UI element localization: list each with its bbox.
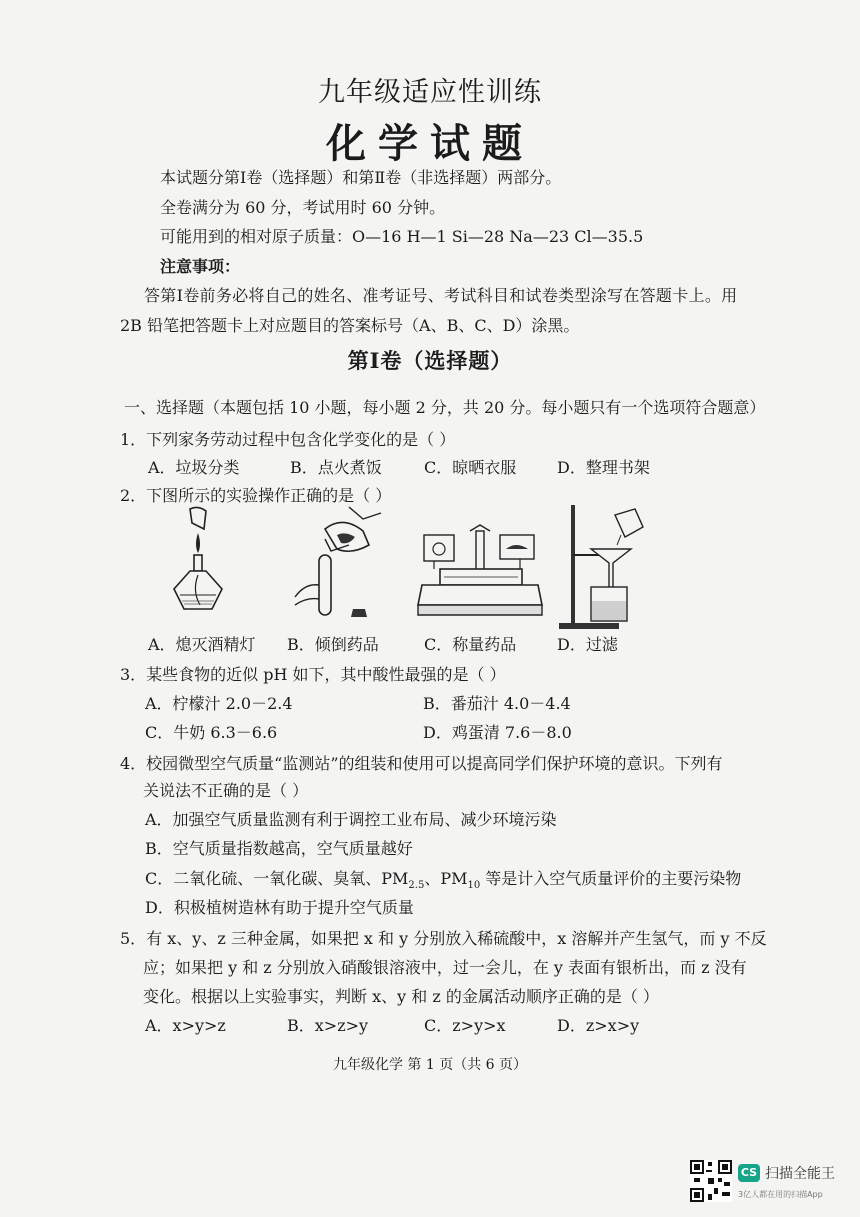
question-2-option-b: B．倾倒药品 — [287, 635, 379, 654]
notice-line-2: 2B 铅笔把答题卡上对应题目的答案标号（A、B、C、D）涂黑。 — [120, 316, 580, 335]
question-4-stem-line-2: 关说法不正确的是（ ） — [143, 781, 309, 800]
question-5-option-c: C．z>y>x — [424, 1016, 506, 1035]
question-4-stem-line-1: 4．校园微型空气质量“监测站”的组装和使用可以提高同学们保护环境的意识。下列有 — [120, 754, 723, 773]
question-4-option-c-mid: 、PM — [424, 869, 468, 888]
question-5-option-b: B．x>z>y — [287, 1016, 369, 1035]
question-2-option-a: A．熄灭酒精灯 — [148, 635, 256, 654]
exam-subject-title: 化学试题 — [326, 120, 534, 167]
camscanner-name: 扫描全能王 — [765, 1166, 835, 1182]
question-4-option-c-tail: 等是计入空气质量评价的主要污染物 — [480, 869, 742, 888]
question-2-stem: 2．下图所示的实验操作正确的是（ ） — [120, 486, 392, 505]
qr-code-icon — [690, 1160, 732, 1202]
question-5-stem-line-1: 5．有 x、y、z 三种金属，如果把 x 和 y 分别放入稀硫酸中，x 溶解并产生氢气，而 y 不反 — [120, 929, 767, 948]
question-3-option-d: D．鸡蛋清 7.6－8.0 — [423, 723, 572, 742]
question-4-option-c — [145, 866, 741, 891]
part-header: 一、选择题（本题包括 10 小题，每小题 2 分，共 20 分。每小题只有一个选项符合题意） — [124, 398, 766, 417]
question-1-option-a: A．垃圾分类 — [148, 458, 240, 477]
page-footer: 九年级化学 第 1 页（共 6 页） — [332, 1057, 528, 1073]
pm10-subscript: 10 — [467, 880, 481, 892]
pm25-subscript: 2.5 — [408, 880, 425, 892]
question-2-option-c: C．称量药品 — [424, 635, 517, 654]
question-3-option-c: C．牛奶 6.3－6.6 — [145, 723, 278, 742]
question-4-option-b: B．空气质量指数越高，空气质量越好 — [145, 839, 413, 858]
question-1-option-d: D．整理书架 — [557, 458, 650, 477]
question-5-option-a: A．x>y>z — [145, 1016, 226, 1035]
question-2-option-d: D．过滤 — [557, 635, 618, 654]
question-5-stem-line-3: 变化。根据以上实验事实，判断 x、y 和 z 的金属活动顺序正确的是（ ） — [143, 987, 659, 1006]
exam-grade-title: 九年级适应性训练 — [318, 77, 542, 108]
intro-line-1: 本试题分第Ⅰ卷（选择题）和第Ⅱ卷（非选择题）两部分。 — [160, 168, 562, 187]
camscanner-tagline: 3亿人都在用的扫描App — [738, 1190, 823, 1199]
section-title: 第Ⅰ卷（选择题） — [347, 348, 513, 373]
balance-weighing-figure — [410, 505, 550, 625]
notice-label: 注意事项： — [160, 257, 241, 276]
question-3-option-a: A．柠檬汁 2.0－2.4 — [145, 694, 293, 713]
pouring-reagent-figure — [285, 505, 395, 625]
question-4-option-a: A．加强空气质量监测有利于调控工业布局、减少环境污染 — [145, 810, 557, 829]
question-3-option-b: B．番茄汁 4.0－4.4 — [423, 694, 571, 713]
question-3-stem: 3．某些食物的近似 pH 如下，其中酸性最强的是（ ） — [120, 665, 506, 684]
atomic-mass-line: 可能用到的相对原子质量：O—16 H—1 Si—28 Na—23 Cl—35.5 — [160, 227, 644, 246]
filtration-figure — [555, 505, 655, 635]
notice-line-1: 答第Ⅰ卷前务必将自己的姓名、准考证号、考试科目和试卷类型涂写在答题卡上。用 — [144, 286, 738, 305]
intro-line-2: 全卷满分为 60 分，考试用时 60 分钟。 — [160, 198, 446, 217]
camscanner-logo-icon: CS — [738, 1164, 760, 1182]
question-5-stem-line-2: 应；如果把 y 和 z 分别放入硝酸银溶液中，过一会儿，在 y 表面有银析出，而 z 没有 — [143, 958, 747, 977]
question-4-option-c-text: C．二氧化硫、一氧化碳、臭氧、PM — [145, 869, 409, 888]
question-4-option-d: D．积极植树造林有助于提升空气质量 — [145, 898, 414, 917]
alcohol-lamp-figure — [160, 505, 240, 625]
question-5-option-d: D．z>x>y — [557, 1016, 640, 1035]
question-1-option-b: B．点火煮饭 — [290, 458, 382, 477]
question-1-option-c: C．晾晒衣服 — [424, 458, 517, 477]
question-1-stem: 1．下列家务劳动过程中包含化学变化的是（ ） — [120, 430, 456, 449]
